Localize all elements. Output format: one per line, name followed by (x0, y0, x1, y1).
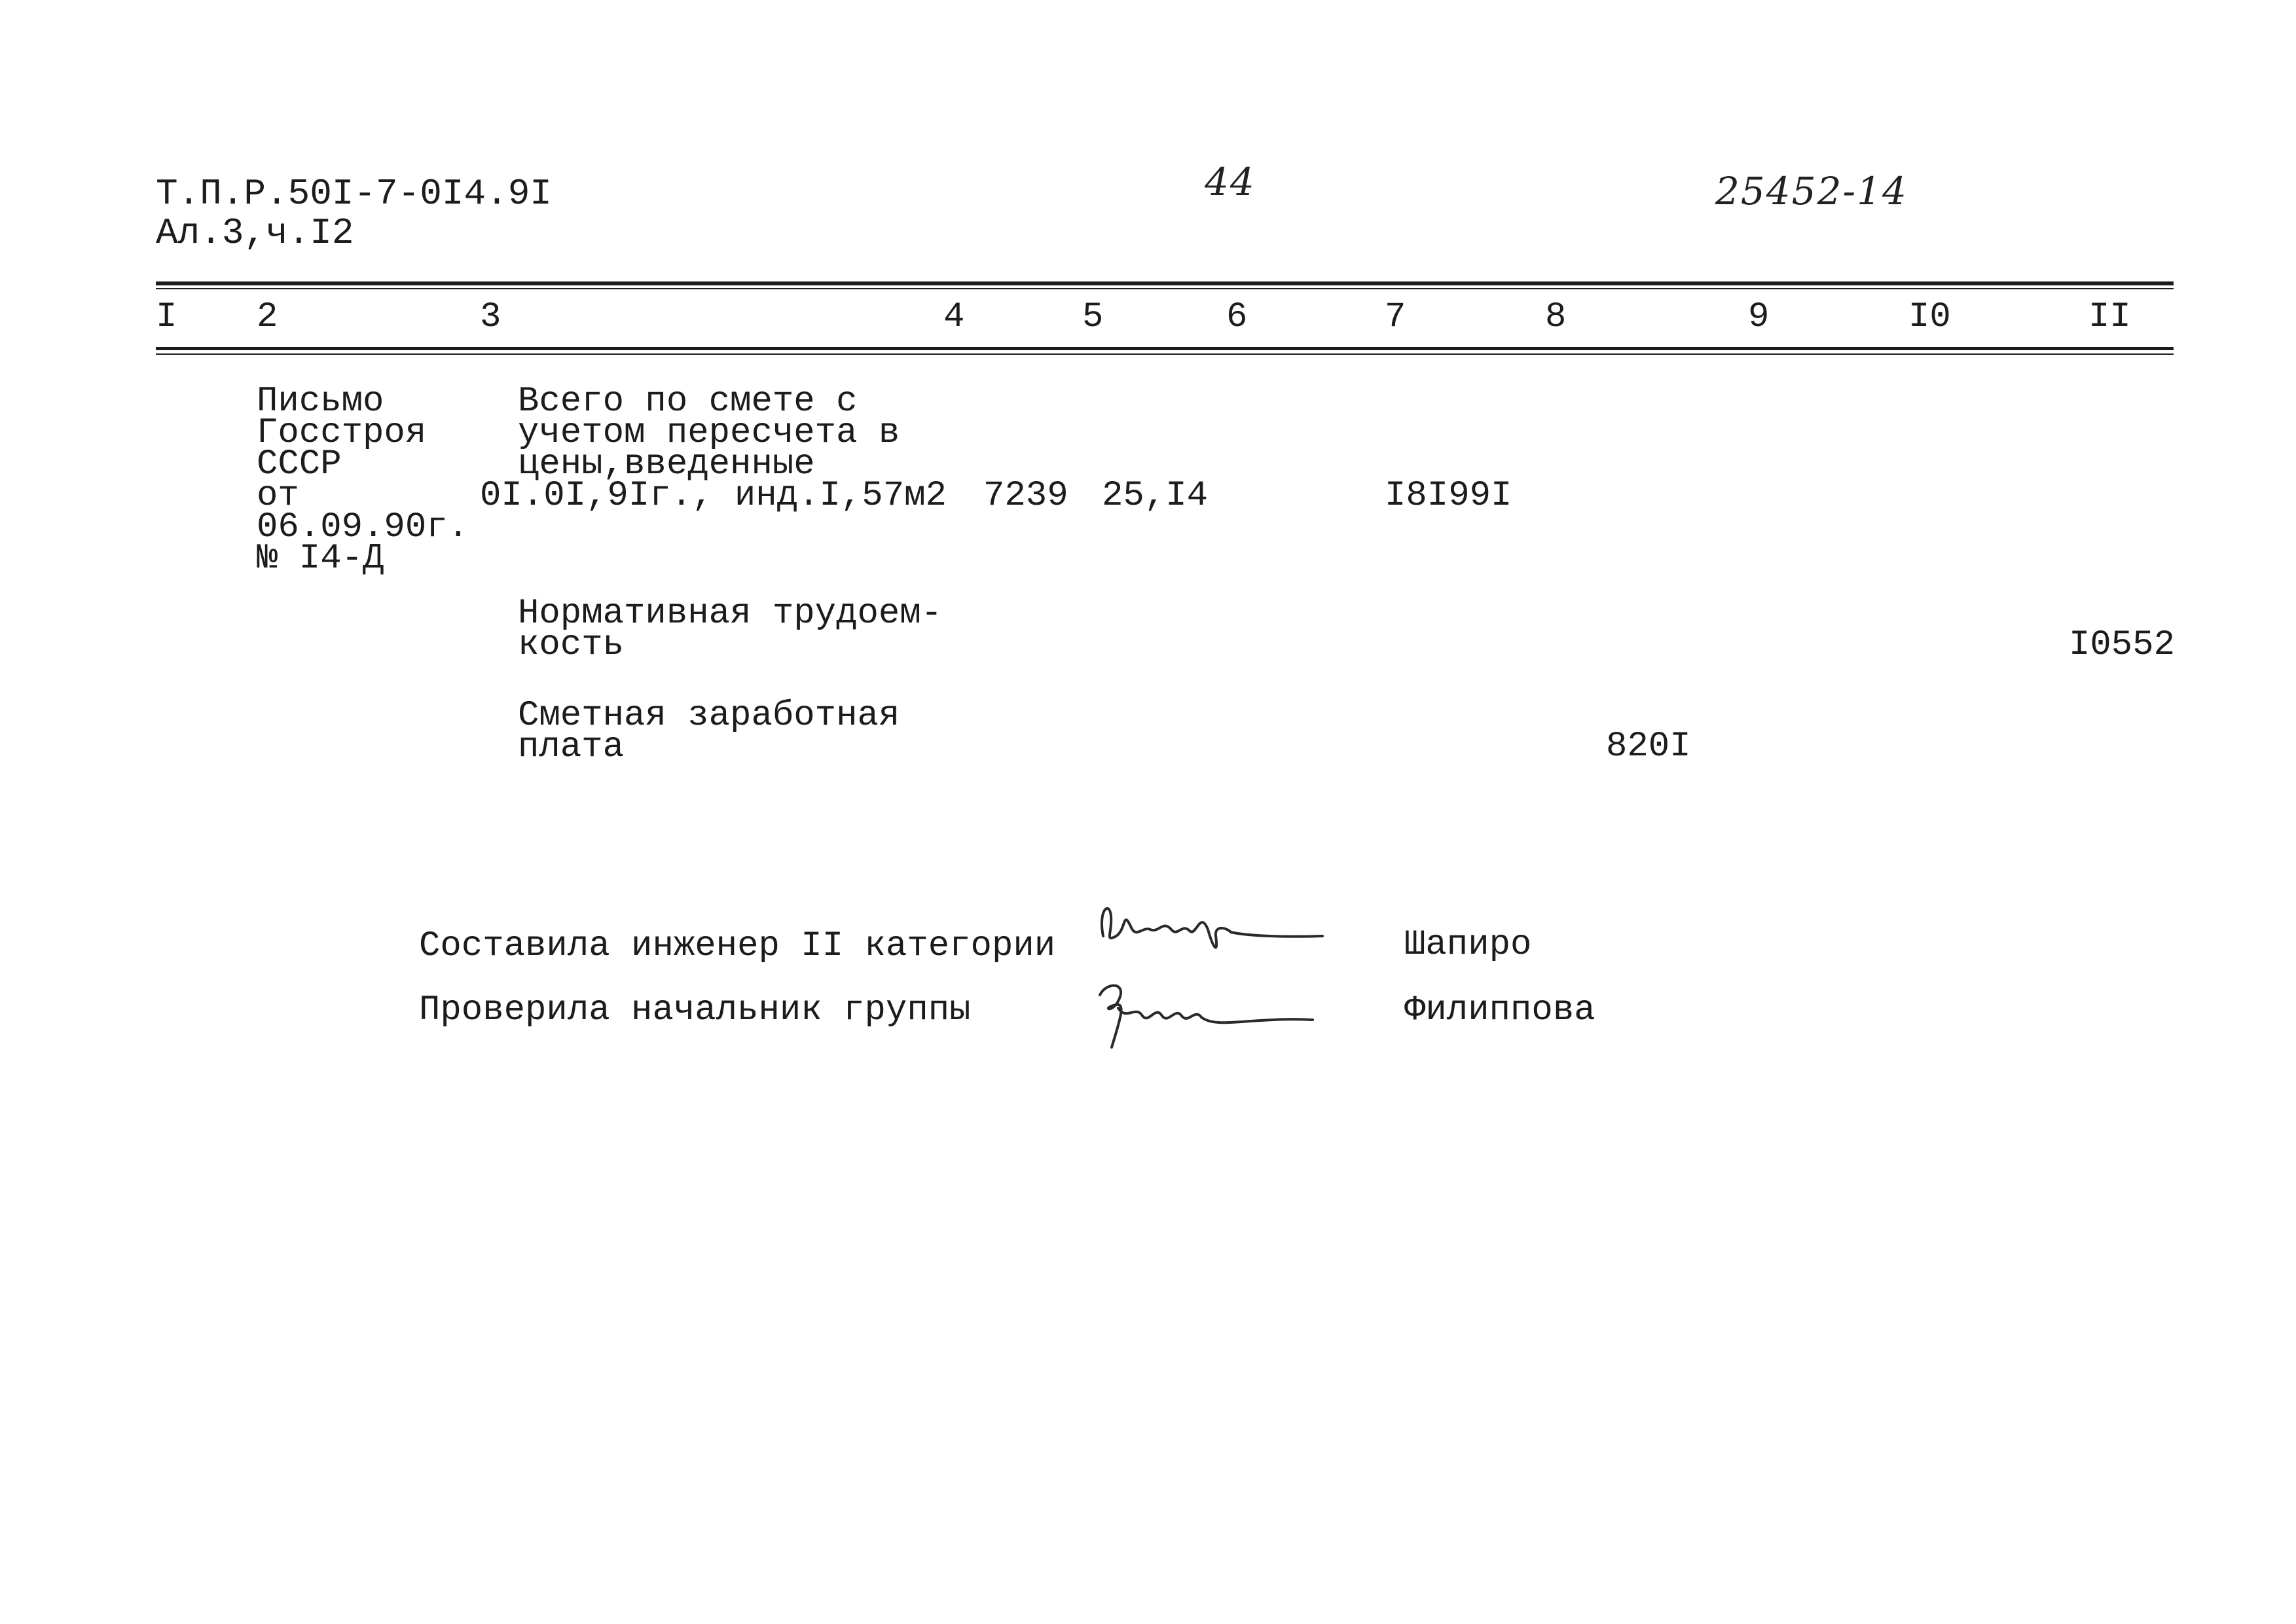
column-number: 7 (1385, 297, 1406, 337)
column-number: 2 (257, 297, 278, 337)
header-bottom-rule (156, 347, 2174, 350)
sheet-reference: Ал.3,ч.I2 (156, 212, 354, 254)
column-number: 8 (1545, 297, 1567, 337)
source-document-cell (257, 382, 469, 579)
cell-line: кость (518, 625, 625, 665)
column-number: 5 (1082, 297, 1104, 337)
cell-line: учетом пересчета в (518, 413, 900, 453)
compiled-by-name: Шапиро (1404, 925, 1532, 965)
cell-line: Письмо (257, 382, 384, 422)
value-col5: 25,I4 (1102, 476, 1209, 516)
cell-line: от (257, 476, 299, 516)
cell-line: плата (518, 727, 625, 767)
cell-line: № I4-Д (257, 539, 384, 579)
page-number: 44 (1205, 160, 1256, 204)
checker-signature (1080, 969, 1316, 1060)
cell-line: СССР (257, 444, 342, 484)
table-top-rule (156, 281, 2174, 285)
column-number: 4 (943, 297, 965, 337)
document-code: Т.П.Р.50I-7-0I4.9I (156, 173, 552, 215)
cell-line: Госстроя (257, 413, 427, 453)
column-number: 9 (1748, 297, 1770, 337)
column-number: 3 (480, 297, 501, 337)
checked-by-name: Филиппова (1404, 990, 1595, 1030)
value-col7: I8I99I (1385, 476, 1512, 516)
cell-line: 0I.0I,9Iг., инд.I,57м2 (480, 476, 947, 516)
inventory-number: 25452-14 (1715, 169, 1908, 213)
value-col4: 7239 (983, 476, 1068, 516)
column-number: II (2088, 297, 2131, 337)
description-cell (518, 594, 943, 665)
checked-by-role: Проверила начальник группы (419, 990, 971, 1030)
compiler-signature (1090, 890, 1326, 962)
compiled-by-role: Составила инженер II категории (419, 926, 1056, 966)
column-number: I0 (1908, 297, 1951, 337)
description-cell (480, 382, 947, 516)
table-top-rule-thin (156, 288, 2174, 289)
header-bottom-rule-thin (156, 353, 2174, 355)
value-col8: 820I (1606, 727, 1691, 767)
cell-line: Сметная заработная (518, 696, 900, 736)
column-number: I (156, 297, 177, 337)
cell-line: Всего по смете с (518, 382, 858, 422)
value-col11: I0552 (2069, 625, 2176, 665)
description-cell (518, 696, 900, 767)
cell-line: Нормативная трудоем- (518, 594, 943, 634)
column-number: 6 (1226, 297, 1248, 337)
cell-line: 06.09.90г. (257, 507, 469, 547)
cell-line: цены,введенные (518, 444, 815, 484)
